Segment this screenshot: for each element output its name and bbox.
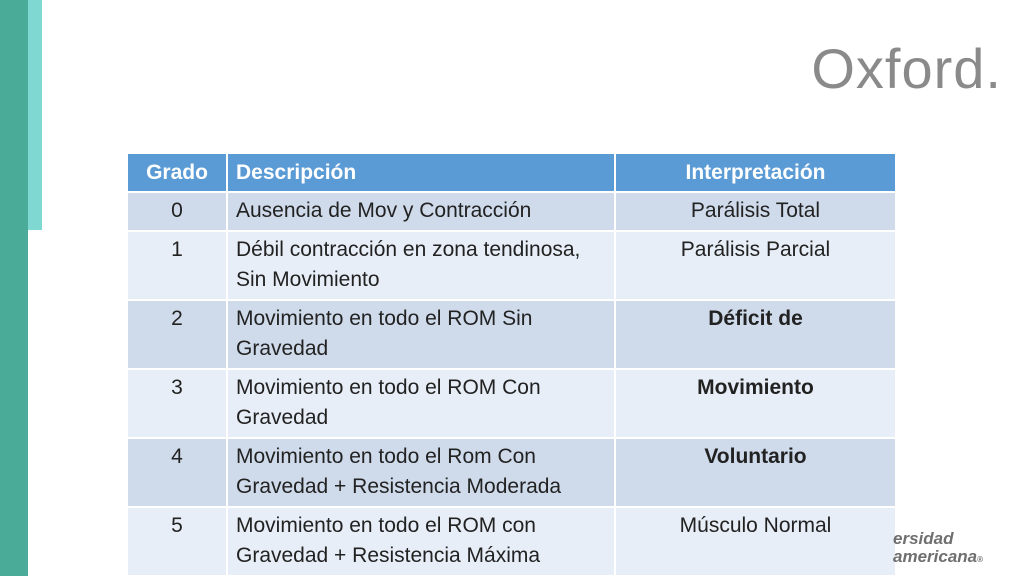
header-descripcion: Descripción xyxy=(227,154,615,192)
header-grado: Grado xyxy=(128,154,227,192)
cell-interpretacion: Parálisis Parcial xyxy=(615,231,896,300)
cell-descripcion: Movimiento en todo el ROM con Gravedad + Resistencia Máxima xyxy=(227,507,615,576)
oxford-scale-table xyxy=(128,154,897,577)
university-logo xyxy=(893,530,983,569)
cell-descripcion: Débil contracción en zona tendinosa, Sin Movimiento xyxy=(227,231,615,300)
cell-grado: 3 xyxy=(128,369,227,438)
cell-descripcion: Movimiento en todo el Rom Con Gravedad + Resistencia Moderada xyxy=(227,438,615,507)
table-header-row xyxy=(128,154,896,192)
logo-line-1: ersidad xyxy=(893,529,954,548)
slide-title: Oxford. xyxy=(811,37,1002,100)
cell-grado: 4 xyxy=(128,438,227,507)
table-row xyxy=(128,192,896,231)
cell-interpretacion: Voluntario xyxy=(615,438,896,507)
logo-registered-mark: ® xyxy=(977,555,984,564)
cell-interpretacion: Movimiento xyxy=(615,369,896,438)
cell-grado: 5 xyxy=(128,507,227,576)
cell-grado: 1 xyxy=(128,231,227,300)
cell-interpretacion: Músculo Normal xyxy=(615,507,896,576)
cell-interpretacion: Parálisis Total xyxy=(615,192,896,231)
table-row xyxy=(128,300,896,369)
logo-line-2: americana xyxy=(893,547,978,566)
table-row xyxy=(128,369,896,438)
cell-grado: 2 xyxy=(128,300,227,369)
table-row xyxy=(128,231,896,300)
cell-descripcion: Movimiento en todo el ROM Sin Gravedad xyxy=(227,300,615,369)
accent-bar-dark xyxy=(0,0,28,576)
cell-grado: 0 xyxy=(128,192,227,231)
table-row xyxy=(128,507,896,576)
cell-descripcion: Ausencia de Mov y Contracción xyxy=(227,192,615,231)
cell-descripcion: Movimiento en todo el ROM Con Gravedad xyxy=(227,369,615,438)
cell-interpretacion: Déficit de xyxy=(615,300,896,369)
table-row xyxy=(128,438,896,507)
header-interpretacion: Interpretación xyxy=(615,154,896,192)
accent-bar-light xyxy=(28,0,42,230)
